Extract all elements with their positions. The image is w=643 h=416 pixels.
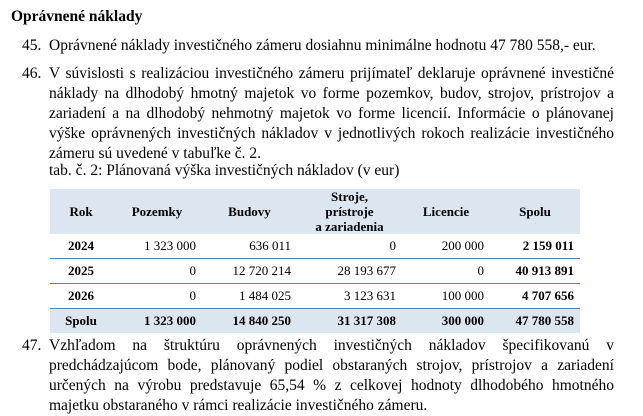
cell-year: 2025 xyxy=(50,259,112,284)
header-stroje-line2: prístroje xyxy=(325,204,374,219)
item-number: 45. xyxy=(22,37,42,54)
cell-total-licencie: 300 000 xyxy=(402,309,490,334)
cell-budovy: 636 011 xyxy=(202,234,297,259)
item-text: Vzhľadom na štruktúru oprávnených investičných nákladov špecifikovanú v predchádzajúcom bode, plánovaný podiel obstaraných strojov, prístrojov a zariadení určených na výrobu predstavuje 65,54 % z celkovej hodnoty dlhodobého hmotného majetku obstaraného v rámci realizácie investičného zámeru. xyxy=(49,337,614,414)
header-stroje-line1: Stroje, xyxy=(331,189,368,204)
header-licencie: Licencie xyxy=(402,189,490,234)
list-item-46 xyxy=(22,64,614,164)
cell-budovy: 1 484 025 xyxy=(202,284,297,309)
table-row xyxy=(50,234,580,259)
header-spolu: Spolu xyxy=(490,189,580,234)
cell-licencie: 0 xyxy=(402,259,490,284)
investment-costs-table xyxy=(50,189,580,333)
cell-spolu: 2 159 011 xyxy=(490,234,580,259)
header-pozemky: Pozemky xyxy=(112,189,202,234)
cell-year: 2026 xyxy=(50,284,112,309)
table-caption: tab. č. 2: Plánovaná výška investičných nákladov (v eur) xyxy=(49,162,400,179)
list-item-45 xyxy=(22,36,614,56)
cell-stroje: 0 xyxy=(297,234,402,259)
cell-budovy: 12 720 214 xyxy=(202,259,297,284)
cell-licencie: 100 000 xyxy=(402,284,490,309)
header-stroje xyxy=(297,189,402,234)
cell-total-pozemky: 1 323 000 xyxy=(112,309,202,334)
cell-spolu: 4 707 656 xyxy=(490,284,580,309)
item-number: 47. xyxy=(22,337,42,354)
cell-total-budovy: 14 840 250 xyxy=(202,309,297,334)
table-row xyxy=(50,259,580,284)
header-budovy: Budovy xyxy=(202,189,297,234)
cell-total-label: Spolu xyxy=(50,309,112,334)
cell-stroje: 3 123 631 xyxy=(297,284,402,309)
header-stroje-line3: a zariadenia xyxy=(315,219,384,234)
cell-pozemky: 0 xyxy=(112,284,202,309)
header-rok: Rok xyxy=(50,189,112,234)
item-text: Oprávnené náklady investičného zámeru dosiahnu minimálne hodnotu 47 780 558,- eur. xyxy=(49,37,596,54)
list-item-47 xyxy=(22,336,614,416)
cell-spolu: 40 913 891 xyxy=(490,259,580,284)
cell-total-stroje: 31 317 308 xyxy=(297,309,402,334)
item-number: 46. xyxy=(22,65,42,82)
cell-pozemky: 0 xyxy=(112,259,202,284)
table-header-row xyxy=(50,189,580,234)
table-row xyxy=(50,284,580,309)
cell-pozemky: 1 323 000 xyxy=(112,234,202,259)
section-heading: Oprávnené náklady xyxy=(11,8,143,25)
cell-stroje: 28 193 677 xyxy=(297,259,402,284)
cell-licencie: 200 000 xyxy=(402,234,490,259)
item-text: V súvislosti s realizáciou investičného zámeru prijímateľ deklaruje oprávnené investičné náklady na dlhodobý hmotný majetok vo forme pozemkov, budov, strojov, prístrojov a zariadení a na dlhodobý nehmotný majetok vo forme licencií. Informácie o plánovanej výške oprávnených investičných nákladov v jednotlivých rokoch realizácie investičného zámeru sú uvedené v tabuľke č. 2. xyxy=(49,65,614,162)
cell-year: 2024 xyxy=(50,234,112,259)
table-total-row xyxy=(50,309,580,334)
cell-total-spolu: 47 780 558 xyxy=(490,309,580,334)
